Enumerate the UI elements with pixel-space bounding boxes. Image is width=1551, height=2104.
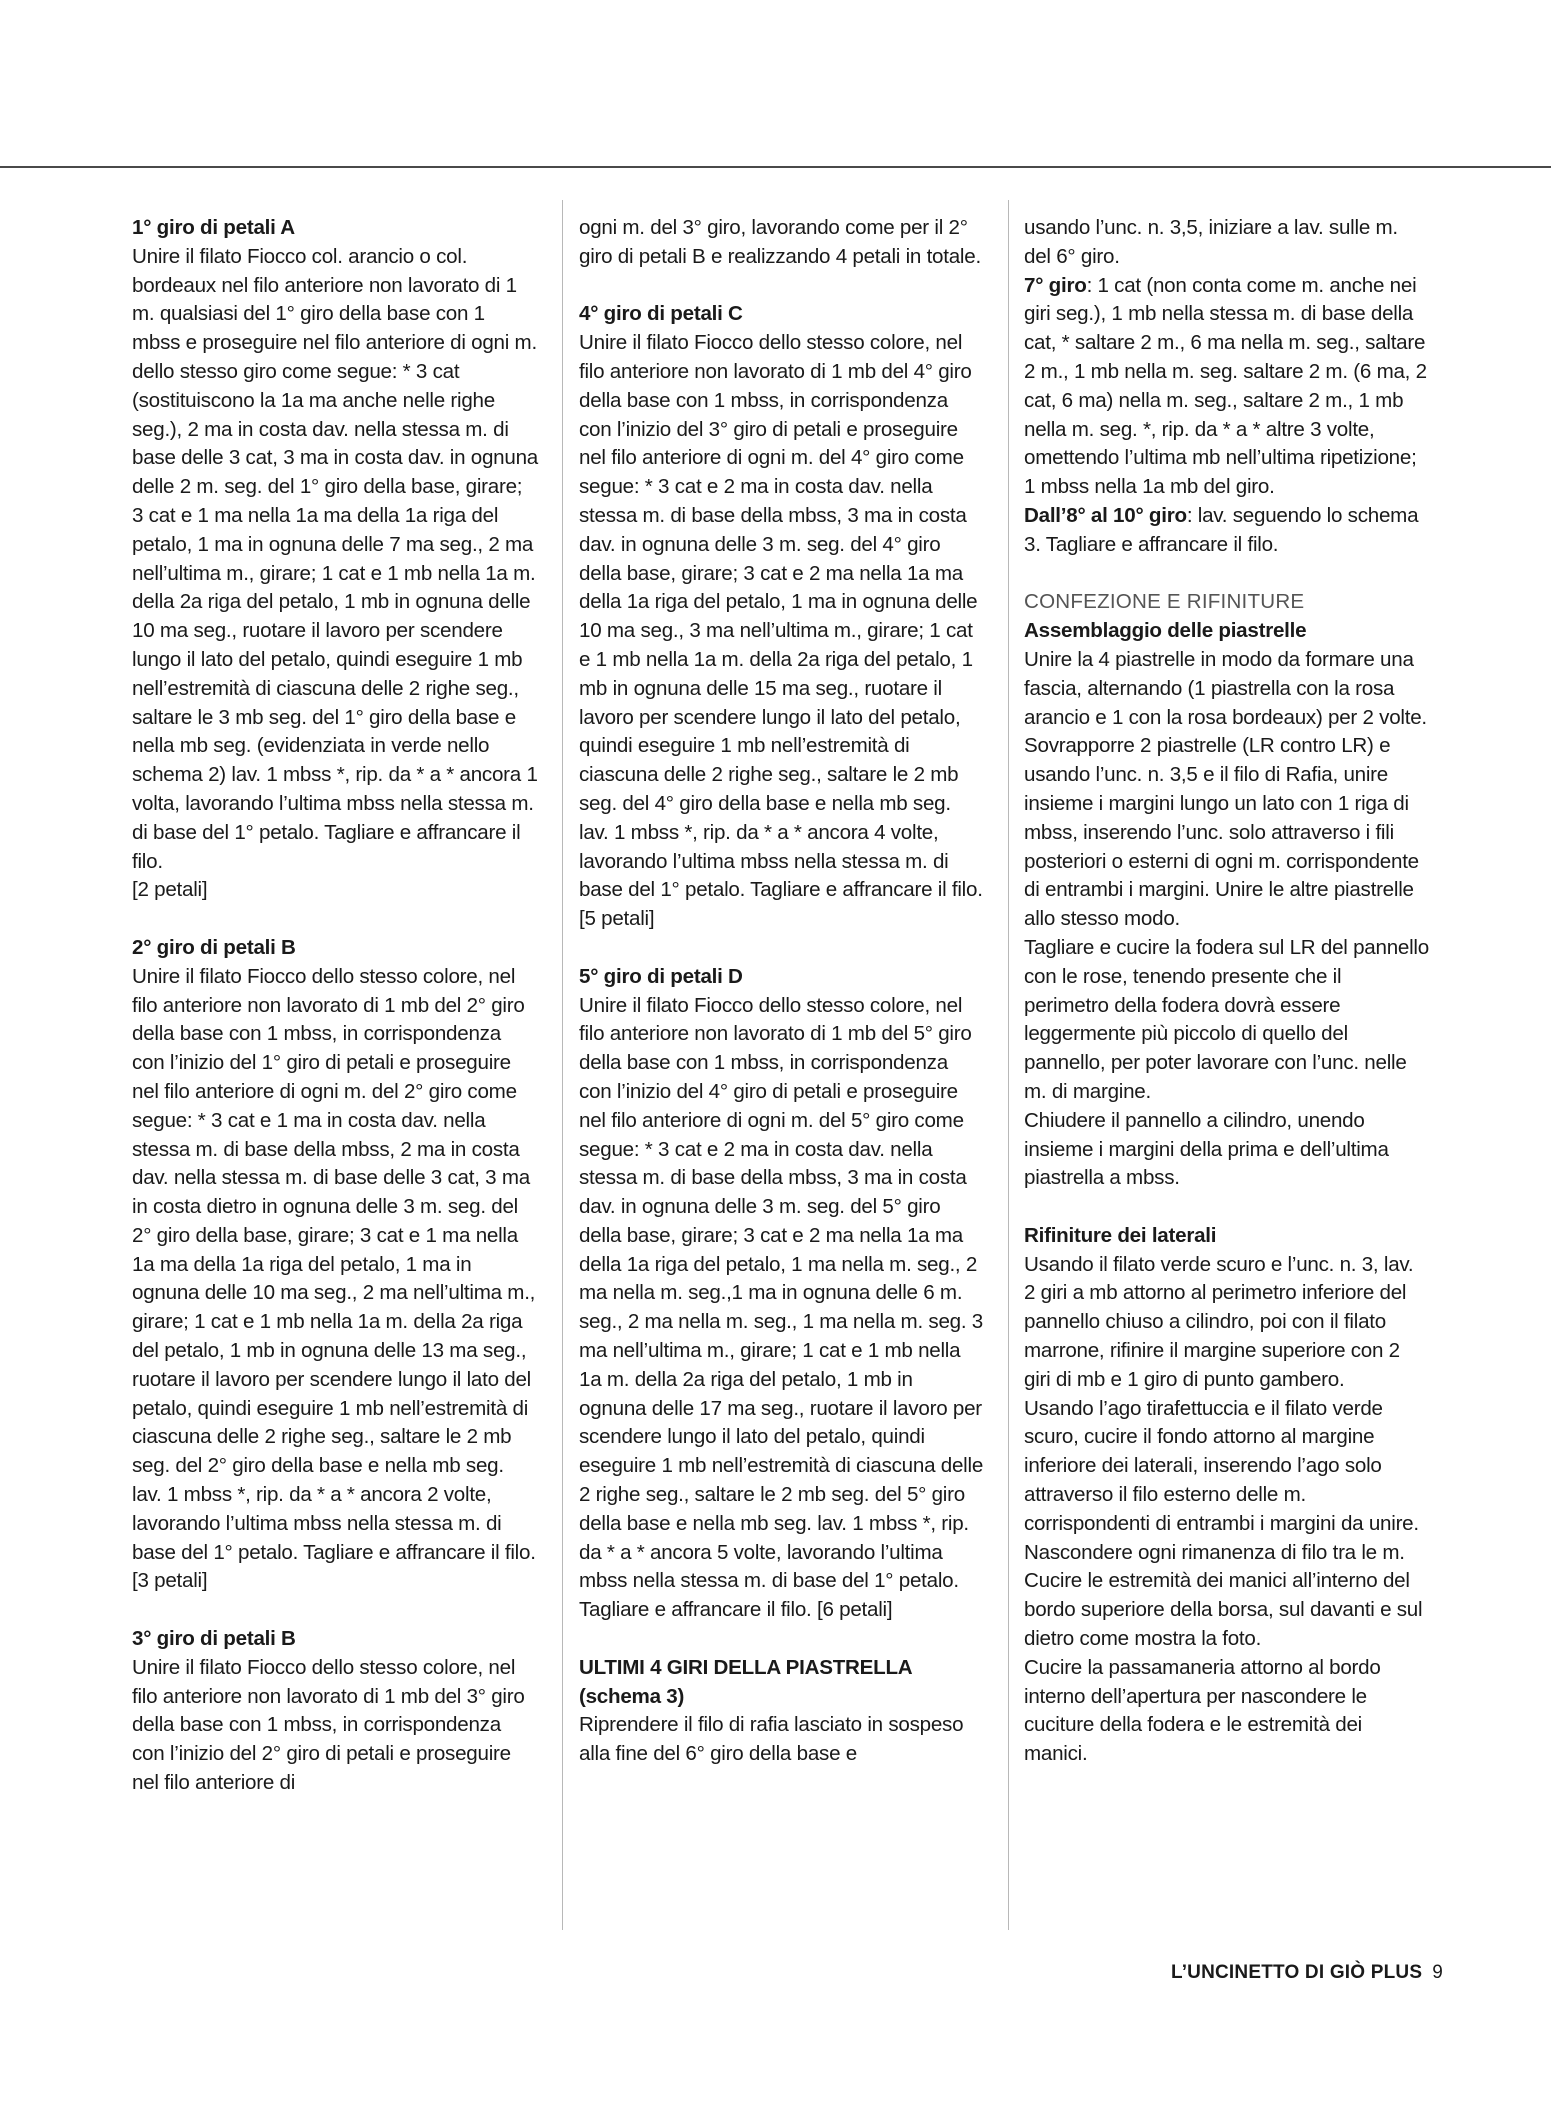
paragraph: Cucire la passamaneria attorno al bordo interno dell’apertura per nascondere le cuciture della fodera e le estremità dei manici.: [1024, 1655, 1381, 1766]
paragraph: Riprendere il filo di rafia lasciato in sospeso alla fine del 6° giro della base e: [579, 1713, 964, 1766]
page-number: 9: [1432, 1962, 1443, 1983]
paragraph-text: : lav. seguendo lo schema 3. Tagliare e affrancare il filo.: [1024, 503, 1419, 556]
section-heading: 1° giro di petali A: [132, 216, 295, 239]
section-heading: 2° giro di petali B: [132, 935, 296, 959]
paragraph: Cucire le estremità dei manici all’interno del bordo superiore della borsa, sul davanti e sul dietro come mostra la foto.: [1024, 1569, 1423, 1651]
paragraph: ogni m. del 3° giro, lavorando come per il 2° giro di petali B e realizzando 4 petali in totale.: [579, 216, 981, 268]
paragraph-gap: [579, 1625, 985, 1654]
column-separator: [562, 200, 563, 1930]
paragraph: Sovrapporre 2 piastrelle (LR contro LR) e usando l’unc. n. 3,5 e il filo di Rafia, unire insieme i margini lungo un lato con 1 riga di mbss, inserendo l’unc. solo attraverso i fili posteriori o esterni di ogni m. corrispondente di entrambi i margini. Unire le altre piastrelle allo stesso modo.: [1024, 734, 1419, 931]
column-2: [579, 214, 985, 1769]
paragraph-gap: [1024, 1193, 1430, 1222]
section-heading: ULTIMI 4 GIRI DELLA PIASTRELLA (schema 3): [579, 1655, 912, 1708]
paragraph: Unire la 4 piastrelle in modo da formare una fascia, alternando (1 piastrella con la rosa arancio e 1 con la rosa bordeaux) per 2 volte.: [1024, 647, 1427, 729]
paragraph: Usando l’ago tirafettuccia e il filato verde scuro, cucire il fondo attorno al margine inferiore dei laterali, inserendo l’ago solo attraverso il filo esterno delle m. corrispondenti di entrambi i margini da unire.: [1024, 1396, 1419, 1535]
paragraph-gap: [132, 905, 538, 934]
section-heading: 4° giro di petali C: [579, 302, 743, 326]
top-rule: [0, 166, 1551, 168]
paragraph: Unire il filato Fiocco dello stesso colore, nel filo anteriore non lavorato di 1 mb del 3° giro della base con 1 mbss, in corrispondenza con l’inizio del 2° giro di petali e proseguire nel filo anteriore di: [132, 1655, 525, 1795]
paragraph: Usando il filato verde scuro e l’unc. n. 3, lav. 2 giri a mb attorno al perimetro inferiore del pannello chiuso a cilindro, poi con il filato marrone, rifinire il margine superiore con 2 giri di mb e 1 giro di punto gambero.: [1024, 1252, 1414, 1391]
section-heading: Assemblaggio delle piastrelle: [1024, 619, 1307, 643]
paragraph: Unire il filato Fiocco dello stesso colore, nel filo anteriore non lavorato di 1 mb del 5° giro della base con 1 mbss, in corrispondenza con l’inizio del 4° giro di petali e proseguire nel filo anteriore di ogni m. del 5° giro come segue: * 3 cat e 2 ma in costa dav. nella stessa m. di base della mbss, 3 ma in costa dav. in ognuna delle 3 m. seg. del 5° giro della base, girare; 3 cat e 2 ma nella 1a ma della 1a riga del petalo, 1 ma nella m. seg., 2 ma nella m. seg.,1 ma in ognuna delle 6 m. seg., 2 ma nella m. seg., 1 ma nella m. seg. 3 ma nell’ultima m., girare; 1 cat e 1 mb nella 1a m. della 2a riga del petalo, 1 mb in ognuna delle 17 ma seg., ruotare il lavoro per scendere lungo il lato del petalo, quindi eseguire 1 mb nell’estremità di ciascuna delle 2 righe seg., saltare le 2 mb seg. del 5° giro della base e nella mb seg. lav. 1 mbss *, rip. da * a * ancora 5 volte, lavorando l’ultima mbss nella stessa m. di base del 1° petalo. Tagliare e affrancare il filo. [6 petali]: [579, 993, 984, 1622]
paragraph-gap: [579, 934, 985, 963]
paragraph: Unire il filato Fiocco col. arancio o col. bordeaux nel filo anteriore non lavorato di 1 m. qualsiasi del 1° giro della base con 1 mbss e proseguire nel filo anteriore di ogni m. dello stesso giro come segue: * 3 cat (sostituiscono la 1a ma anche nelle righe seg.), 2 ma in costa dav. nella stessa m. di base delle 3 cat, 3 ma in costa dav. in ognuna delle 2 m. seg. del 1° giro della base, girare; 3 cat e 1 ma nella 1a ma della 1a riga del petalo, 1 ma in ognuna delle 7 ma seg., 2 ma nell’ultima m., girare; 1 cat e 1 mb nella 1a m. della 2a riga del petalo, 1 mb in ognuna delle 10 ma seg., ruotare il lavoro per scendere lungo il lato del petalo, quindi eseguire 1 mb nell’estremità di ciascuna delle 2 righe seg., saltare le 3 mb seg. del 1° giro della base e nella mb seg. (evidenziata in verde nello schema 2) lav. 1 mbss *, rip. da * a * ancora 1 volta, lavorando l’ultima mbss nella stessa m. di base del 1° petalo. Tagliare e affrancare il filo.: [132, 244, 538, 873]
inline-heading: Dall’8° al 10° giro: [1024, 503, 1187, 527]
paragraph: [1024, 502, 1430, 560]
column-1: [132, 214, 538, 1798]
paragraph: Unire il filato Fiocco dello stesso colore, nel filo anteriore non lavorato di 1 mb del 4° giro della base con 1 mbss, in corrispondenza con l’inizio del 3° giro di petali e proseguire nel filo anteriore di ogni m. del 4° giro come segue: * 3 cat e 2 ma in costa dav. nella stessa m. di base della mbss, 3 ma in costa dav. in ognuna delle 3 m. seg. del 4° giro della base, girare; 3 cat e 2 ma nella 1a ma della 1a riga del petalo, 1 ma in ognuna delle 10 ma seg., 3 ma nell’ultima m., girare; 1 cat e 1 mb nella 1a m. della 2a riga del petalo, 1 mb in ognuna delle 15 ma seg., ruotare il lavoro per scendere lungo il lato del petalo, quindi eseguire 1 mb nell’estremità di ciascuna delle 2 righe seg., saltare le 2 mb seg. del 4° giro della base e nella mb seg. lav. 1 mbss *, rip. da * a * ancora 4 volte, lavorando l’ultima mbss nella stessa m. di base del 1° petalo. Tagliare e affrancare il filo. [5 petali]: [579, 331, 983, 931]
inline-heading: 7° giro: [1024, 273, 1087, 297]
page-footer: [1171, 1962, 1443, 1984]
magazine-title: L’UNCINETTO DI GIÒ PLUS: [1170, 1962, 1423, 1983]
paragraph: usando l’unc. n. 3,5, iniziare a lav. sulle m. del 6° giro.: [1024, 216, 1398, 268]
category-heading: CONFEZIONE E RIFINITURE: [1024, 590, 1305, 614]
paragraph-gap: [132, 1596, 538, 1625]
paragraph: Tagliare e cucire la fodera sul LR del pannello con le rose, tenendo presente che il perimetro della fodera dovrà essere leggermente più piccolo di quello del pannello, per poter lavorare con l’unc. nelle m. di margine.: [1024, 935, 1429, 1103]
paragraph: [1024, 272, 1430, 502]
paragraph-text: : 1 cat (non conta come m. anche nei giri seg.), 1 mb nella stessa m. di base della cat, * saltare 2 m., 6 ma nella m. seg., saltare 2 m., 1 mb nella m. seg. saltare 2 m. (6 ma, 2 cat, 6 ma) nella m. seg., saltare 2 m., 1 mb nella m. seg. *, rip. da * a * altre 3 volte, omettendo l’ultima mb nell’ultima ripetizione; 1 mbss nella 1a mb del giro.: [1024, 273, 1427, 499]
paragraph: Nascondere ogni rimanenza di filo tra le m.: [1024, 1540, 1405, 1564]
paragraph-gap: [579, 272, 985, 301]
column-3: [1024, 214, 1430, 1769]
section-heading: 5° giro di petali D: [579, 964, 743, 988]
paragraph: [2 petali]: [132, 878, 208, 902]
paragraph-gap: [1024, 560, 1430, 589]
paragraph: Chiudere il pannello a cilindro, unendo insieme i margini della prima e dell’ultima piastrella a mbss.: [1024, 1108, 1389, 1190]
paragraph: Unire il filato Fiocco dello stesso colore, nel filo anteriore non lavorato di 1 mb del 2° giro della base con 1 mbss, in corrispondenza con l’inizio del 1° giro di petali e proseguire nel filo anteriore di ogni m. del 2° giro come segue: * 3 cat e 1 ma in costa dav. nella stessa m. di base della mbss, 2 ma in costa dav. nella stessa m. di base delle 3 cat, 3 ma in costa dietro in ognuna delle 3 m. seg. del 2° giro della base, girare; 3 cat e 1 ma nella 1a ma della 1a riga del petalo, 1 ma in ognuna delle 10 ma seg., 2 ma nell’ultima m., girare; 1 cat e 1 mb nella 1a m. della 2a riga del petalo, 1 mb in ognuna delle 13 ma seg., ruotare il lavoro per scendere lungo il lato del petalo, quindi eseguire 1 mb nell’estremità di ciascuna delle 2 righe seg., saltare le 2 mb seg. del 2° giro della base e nella mb seg. lav. 1 mbss *, rip. da * a * ancora 2 volte, lavorando l’ultima mbss nella stessa m. di base del 1° petalo. Tagliare e affrancare il filo. [3 petali]: [132, 964, 536, 1593]
section-heading: Rifiniture dei laterali: [1024, 1223, 1217, 1247]
column-separator: [1008, 200, 1009, 1930]
section-heading: 3° giro di petali B: [132, 1627, 296, 1651]
